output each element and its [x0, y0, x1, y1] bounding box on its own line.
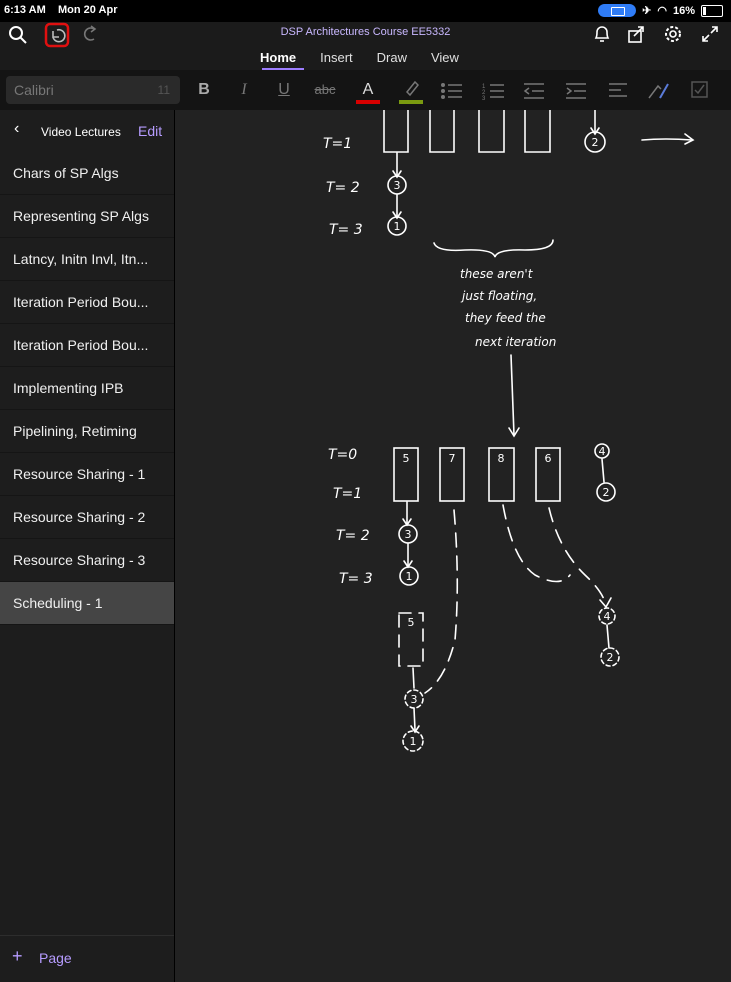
top-block-2: [430, 110, 454, 152]
draw-tools-icon[interactable]: [646, 80, 672, 102]
ribbon-tabs: [260, 50, 459, 65]
dashed-path-8: [503, 505, 570, 582]
numbered-list-icon[interactable]: [482, 82, 506, 100]
svg-text:3: 3: [482, 96, 486, 100]
page-sidebar: [0, 110, 174, 982]
dashed-node-2-label: 2: [606, 651, 614, 664]
status-time: 6:13 AM: [4, 4, 46, 16]
label-t2: T= 2: [336, 528, 370, 544]
dashed-node-1-label: 1: [409, 735, 417, 748]
font-name: Calibri: [14, 82, 54, 98]
sidebar-item[interactable]: Implementing IPB: [0, 367, 174, 410]
node-3-label: 3: [404, 528, 412, 541]
brace: [434, 240, 553, 257]
bulleted-list-icon[interactable]: [440, 82, 464, 100]
underline-button[interactable]: U: [278, 81, 290, 98]
back-chevron-icon[interactable]: ‹: [14, 120, 20, 137]
label-t2-top: T= 2: [326, 180, 360, 196]
dashed-block-arrow: [413, 668, 414, 688]
ink-drawing: [175, 110, 731, 982]
tab-insert[interactable]: Insert: [320, 50, 353, 65]
dashed-path-6: [549, 508, 605, 602]
right-arrow-line: [642, 139, 692, 140]
search-icon[interactable]: [8, 25, 28, 45]
bold-button[interactable]: B: [198, 81, 210, 98]
annotation-line-3: they feed the: [465, 311, 546, 325]
wifi-icon: ◠: [657, 5, 667, 17]
battery-icon: [701, 5, 723, 17]
block-5-label: 5: [402, 452, 410, 465]
format-ribbon: [0, 70, 731, 110]
screen-mirror-icon: [598, 4, 636, 17]
node-4-label: 4: [598, 445, 606, 458]
plus-icon: +: [12, 946, 23, 966]
label-t3-top: T= 3: [329, 222, 363, 238]
bell-icon[interactable]: [592, 24, 612, 44]
label-t1-top: T=1: [323, 136, 353, 152]
status-bar: [0, 0, 731, 22]
font-size: 11: [157, 83, 170, 97]
dashed-arrow-head: [600, 598, 611, 607]
svg-text:1: 1: [482, 84, 486, 90]
sidebar-item[interactable]: Chars of SP Algs: [0, 152, 174, 195]
battery-percent: 16%: [672, 4, 695, 17]
sidebar-item[interactable]: Resource Sharing - 3: [0, 539, 174, 582]
status-date: Mon 20 Apr: [58, 4, 118, 16]
notebook-title: DSP Architectures Course EE5332: [280, 26, 451, 38]
annotation-line-2: just floating,: [462, 289, 538, 303]
block-8-label: 8: [497, 452, 505, 465]
dashed-node-4-arrow: [607, 625, 609, 648]
label-t1: T=1: [333, 486, 363, 502]
sidebar-item[interactable]: Iteration Period Bou...: [0, 281, 174, 324]
block-7-label: 7: [448, 452, 456, 465]
top-node-3-label: 3: [393, 179, 401, 192]
tab-home[interactable]: Home: [260, 50, 297, 65]
gear-icon[interactable]: [663, 24, 683, 44]
node-4-arrow: [602, 459, 604, 482]
app-toolbar: [0, 22, 731, 70]
undo-icon[interactable]: [44, 22, 70, 48]
font-color-swatch: [356, 100, 380, 104]
dashed-path-7: [425, 510, 457, 693]
sidebar-item[interactable]: Resource Sharing - 1: [0, 453, 174, 496]
sidebar-item[interactable]: Latncy, Initn Invl, Itn...: [0, 238, 174, 281]
italic-button[interactable]: I: [241, 81, 247, 98]
annotation-line-4: next iteration: [475, 335, 557, 349]
dashed-block-5-label: 5: [407, 616, 415, 629]
sidebar-item[interactable]: Pipelining, Retiming: [0, 410, 174, 453]
sidebar-header: [0, 110, 174, 152]
note-canvas[interactable]: [175, 110, 731, 982]
sidebar-item[interactable]: Iteration Period Bou...: [0, 324, 174, 367]
checkbox-icon[interactable]: [690, 80, 710, 100]
share-icon[interactable]: [626, 24, 646, 44]
highlighter-button[interactable]: [397, 76, 425, 104]
status-right: [598, 4, 723, 17]
node-1-label: 1: [405, 570, 413, 583]
top-block-4: [525, 110, 550, 152]
redo-icon[interactable]: [80, 24, 100, 44]
down-arrow-line: [511, 355, 514, 435]
dashed-node-3-arrow: [414, 708, 415, 730]
sidebar-item-active[interactable]: Scheduling - 1: [0, 582, 174, 625]
strikethrough-button[interactable]: abc: [314, 82, 336, 97]
highlighter-icon: [399, 76, 423, 100]
font-select[interactable]: [6, 76, 180, 104]
top-block-1: [384, 110, 408, 152]
edit-button[interactable]: Edit: [138, 123, 163, 139]
tab-draw[interactable]: Draw: [376, 50, 407, 65]
align-left-icon[interactable]: [607, 82, 631, 100]
sidebar-item[interactable]: Resource Sharing - 2: [0, 496, 174, 539]
dashed-node-3-label: 3: [410, 693, 418, 706]
label-t0: T=0: [328, 447, 358, 463]
expand-icon[interactable]: [700, 24, 720, 44]
top-node-2-label: 2: [591, 136, 599, 149]
highlight-color-swatch: [399, 100, 423, 104]
section-title: Video Lectures: [41, 125, 121, 139]
top-node-1-label: 1: [393, 220, 401, 233]
annotation-line-1: these aren't: [460, 267, 533, 281]
indent-icon[interactable]: [564, 82, 588, 100]
page-list: [0, 152, 174, 625]
font-color-button[interactable]: A: [354, 76, 382, 104]
block-6-label: 6: [544, 452, 552, 465]
node-2-label: 2: [602, 486, 610, 499]
airplane-icon: ✈: [642, 5, 652, 17]
dashed-node-4-label: 4: [603, 610, 611, 623]
top-block-3: [479, 110, 504, 152]
svg-text:2: 2: [482, 90, 486, 96]
add-page-label: Page: [39, 950, 72, 966]
outdent-icon[interactable]: [522, 82, 546, 100]
label-t3: T= 3: [339, 571, 373, 587]
status-left: [4, 4, 118, 16]
tab-view[interactable]: View: [430, 50, 459, 65]
sidebar-item[interactable]: Representing SP Algs: [0, 195, 174, 238]
add-page-button[interactable]: [0, 935, 174, 982]
